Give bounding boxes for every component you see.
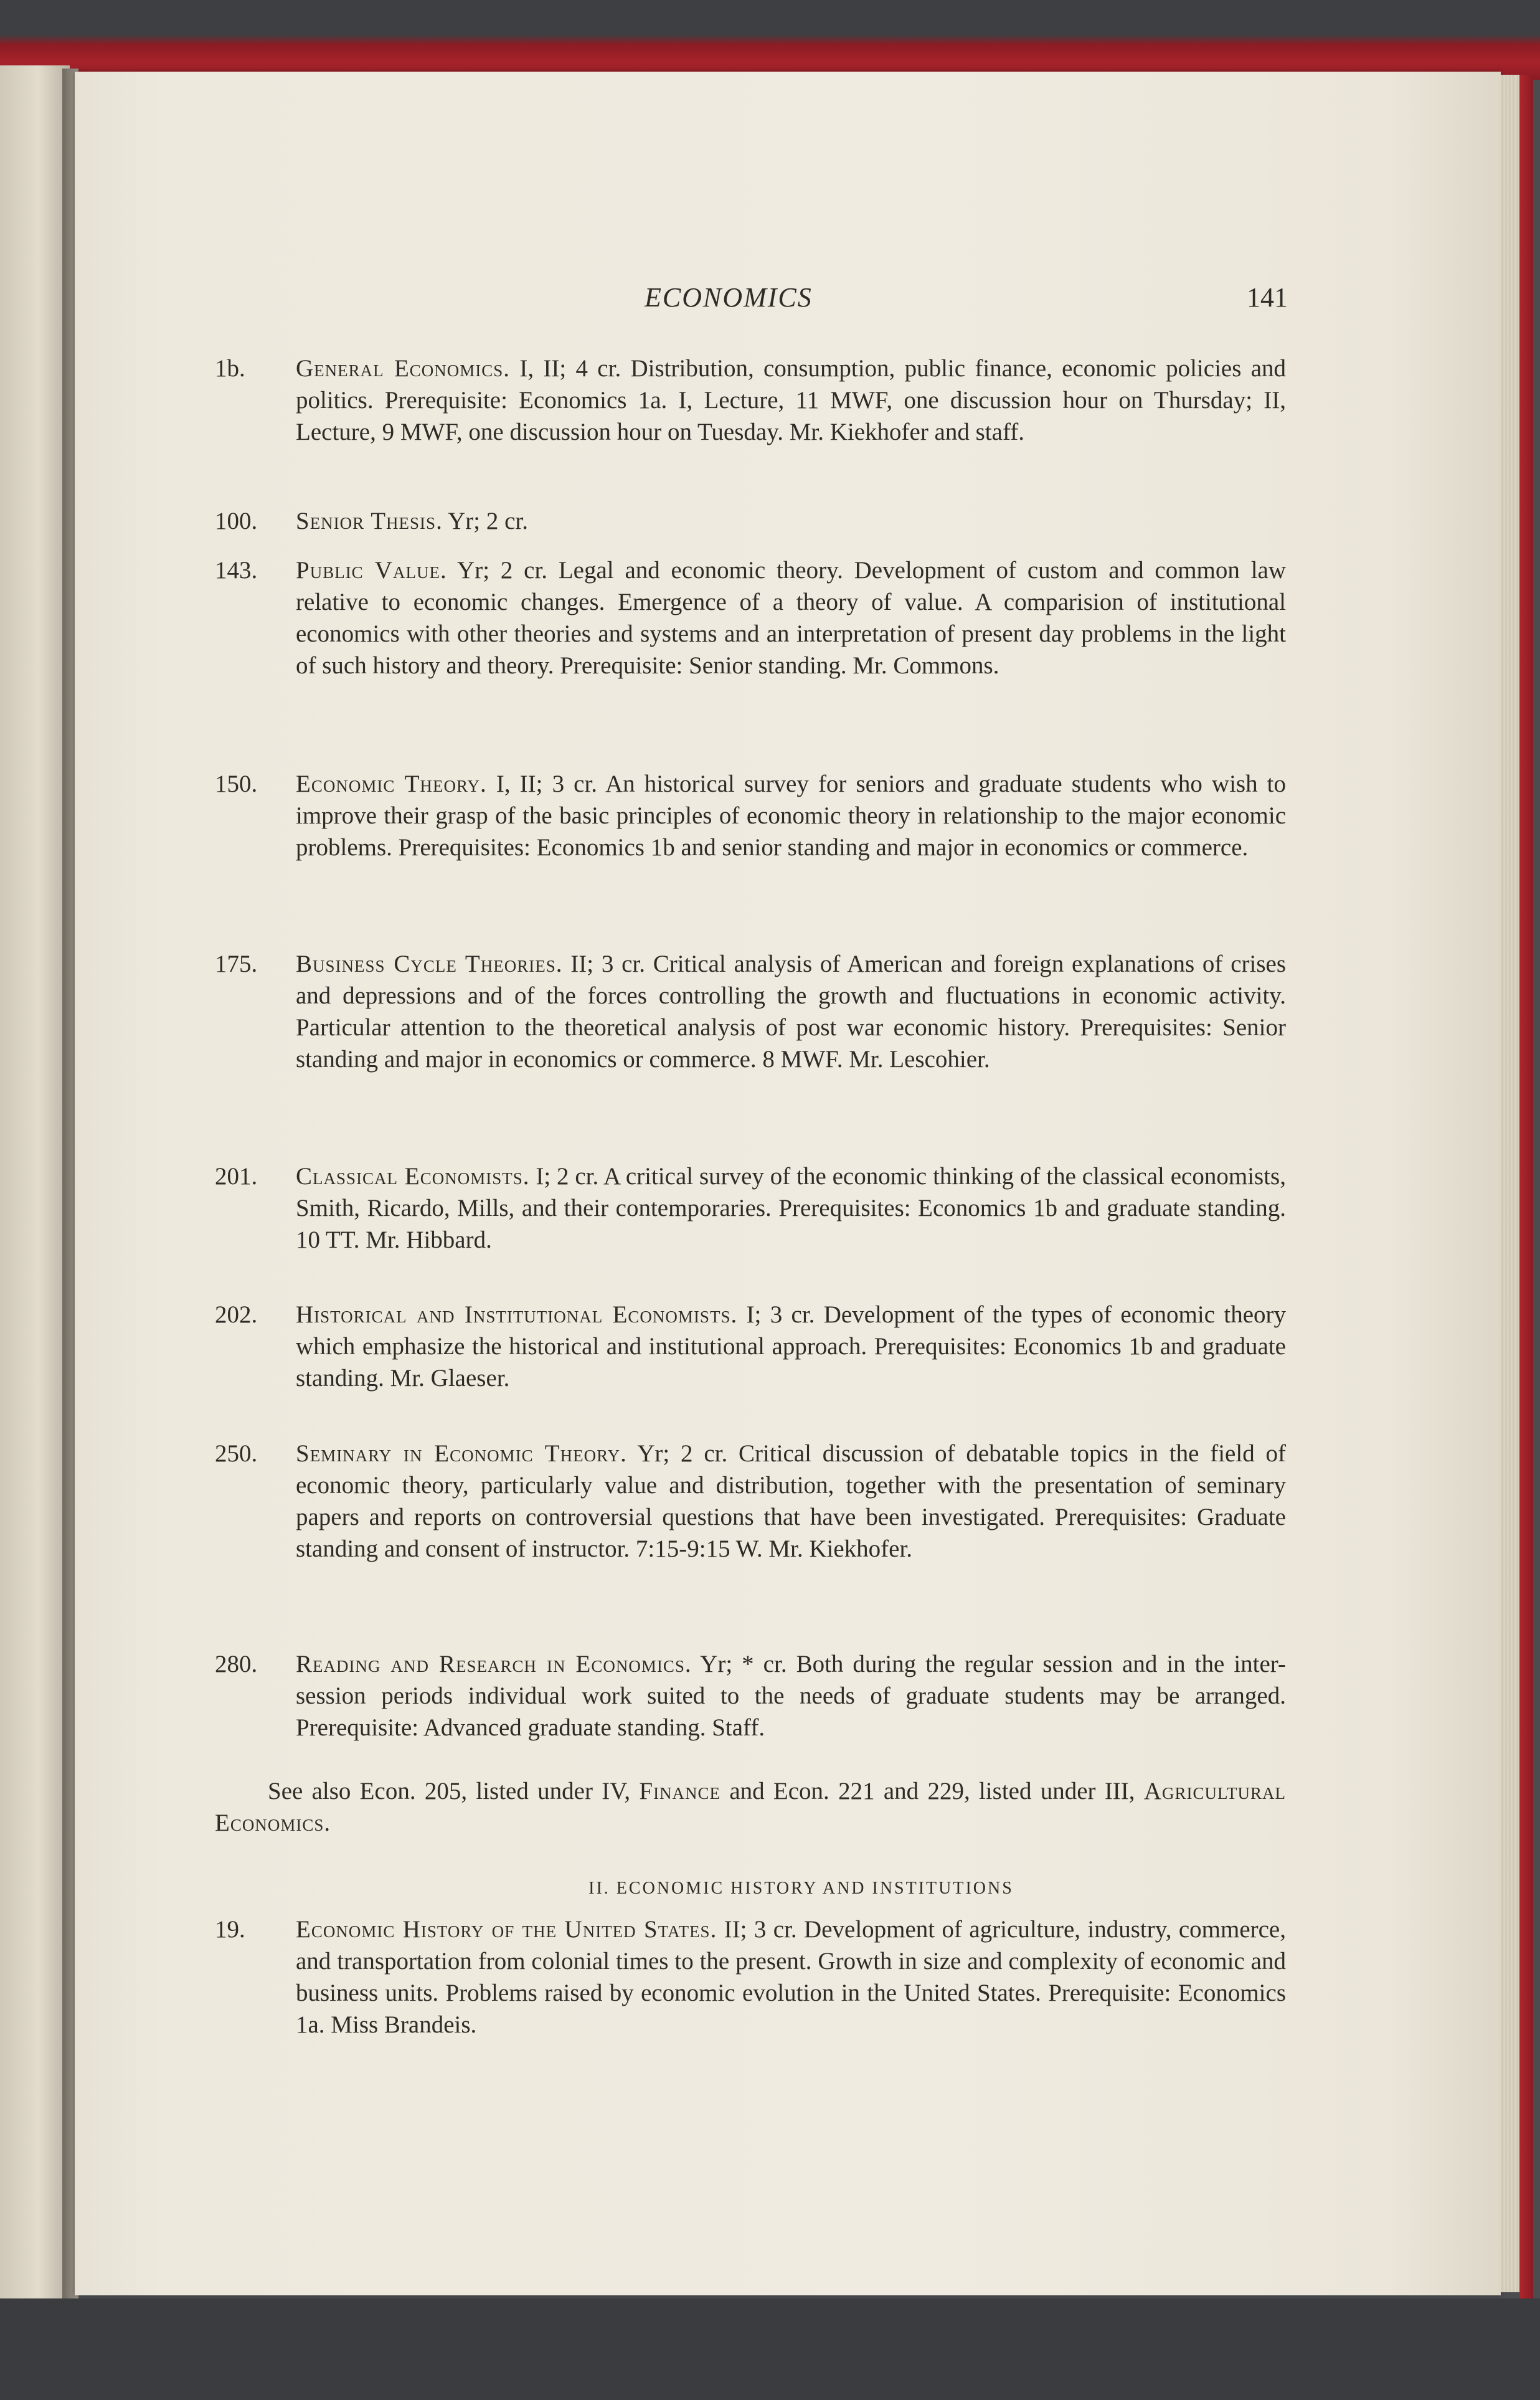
course-description xyxy=(296,1160,1286,1256)
course-title: General Economics. xyxy=(296,355,511,382)
see-also-agricultural: Agricultural Economics. xyxy=(215,1778,1286,1836)
course-title: Business Cycle Theories. xyxy=(296,951,563,977)
course-details: I, II; 3 cr. An historical survey for seniors and graduate students who wish to improve their grasp of the basic principles of economic theory in relationship to the major economic problems. Prerequisites: Economics 1b and senior standing and major in economics or commerce. xyxy=(296,771,1286,861)
course-description xyxy=(296,353,1286,448)
course-details: I; 2 cr. A critical survey of the economic thinking of the classical economists, Smith, Ricardo, Mills, and their contemporaries. Prerequisites: Economics 1b and graduate standing. 10 TT. Mr. Hibbard. xyxy=(296,1163,1286,1253)
course-description xyxy=(296,505,1286,537)
course-details: II; 3 cr. Critical analysis of American and foreign explanations of crises and depressions and of the forces controlling the growth and fluctuations in economic activity. Particular attention to the theoretical analysis of post war economic history. Prerequisites: Senior standing and major in economics or commerce. 8 MWF. Mr. Lescohier. xyxy=(296,951,1286,1073)
course-title: Senior Thesis. xyxy=(296,508,443,534)
see-also-prefix: See also Econ. 205, listed under IV, xyxy=(268,1778,640,1805)
see-also-middle: and Econ. 221 and 229, listed under III, xyxy=(720,1778,1144,1805)
course-number: 150. xyxy=(215,771,258,797)
course-description xyxy=(296,1648,1286,1743)
page-number: 141 xyxy=(1247,282,1288,313)
running-header-title: ECONOMICS xyxy=(645,282,813,313)
course-description xyxy=(296,1299,1286,1394)
course-details: Yr; 2 cr. Critical discussion of debatable topics in the field of economic theory, particularly value and distribution, together with the presentation of seminary papers and reports on controversial questions that have been investigated. Prerequisites: Graduate standing and consent of instructor. 7:15-9:15 W. Mr. Kiekhofer. xyxy=(296,1440,1286,1562)
course-title: Seminary in Economic Theory. xyxy=(296,1440,627,1467)
course-number: 1b. xyxy=(215,355,245,382)
course-title: Public Value. xyxy=(296,557,447,584)
course-description xyxy=(296,554,1286,681)
course-number: 201. xyxy=(215,1163,258,1190)
course-title: Classical Economists. xyxy=(296,1163,530,1190)
course-details: II; 3 cr. Development of agriculture, industry, commerce, and transportation from colonial times to the present. Growth in size and complexity of economic and business units. Problems raised by economic evolution in the United States. Prerequisite: Economics 1a. Miss Brandeis. xyxy=(296,1916,1286,2038)
course-details: Yr; 2 cr. Legal and economic theory. Development of custom and common law relative to economic changes. Emergence of a theory of value. A comparision of institutional economics with other theories and systems and an interpretation of present day problems in the light of such history and theory. Prerequisite: Senior standing. Mr. Commons. xyxy=(296,557,1287,679)
course-title: Reading and Research in Economics. xyxy=(296,1651,692,1677)
course-number: 19. xyxy=(215,1916,245,1943)
course-details: Yr; 2 cr. xyxy=(442,508,528,534)
course-details: I, II; 4 cr. Distribution, consumption, public finance, economic policies and politics. Prerequisite: Economics 1a. I, Lecture, 11 MWF, one discussion hour on Thursday; II, Lecture, 9 MWF, one discussion hour on Tuesday. Mr. Kiekhofer and staff. xyxy=(296,355,1286,445)
course-description xyxy=(296,948,1286,1075)
course-number: 175. xyxy=(215,951,258,977)
see-also-finance: Finance xyxy=(639,1778,721,1805)
course-title: Economic History of the United States. xyxy=(296,1916,717,1943)
section-heading: II. ECONOMIC HISTORY AND INSTITUTIONS xyxy=(588,1879,1014,1898)
course-details: I; 3 cr. Development of the types of economic theory which emphasize the historical and institutional approach. Prerequisites: Economics 1b and graduate standing. Mr. Glaeser. xyxy=(296,1301,1286,1392)
course-title: Economic Theory. xyxy=(296,771,487,797)
course-description xyxy=(296,1914,1286,2041)
course-number: 143. xyxy=(215,557,258,584)
course-number: 280. xyxy=(215,1651,258,1677)
course-title: Historical and Institutional Economists. xyxy=(296,1301,738,1328)
course-details: Yr; * cr. Both during the regular session and in the inter-session periods individual work suited to the needs of graduate students may be arranged. Prerequisite: Advanced graduate standing. Staff. xyxy=(296,1651,1286,1741)
course-description xyxy=(296,768,1286,863)
course-description xyxy=(296,1438,1286,1565)
see-also-note xyxy=(215,1775,1286,1839)
course-number: 202. xyxy=(215,1301,258,1328)
course-number: 250. xyxy=(215,1440,258,1467)
course-number: 100. xyxy=(215,508,258,534)
